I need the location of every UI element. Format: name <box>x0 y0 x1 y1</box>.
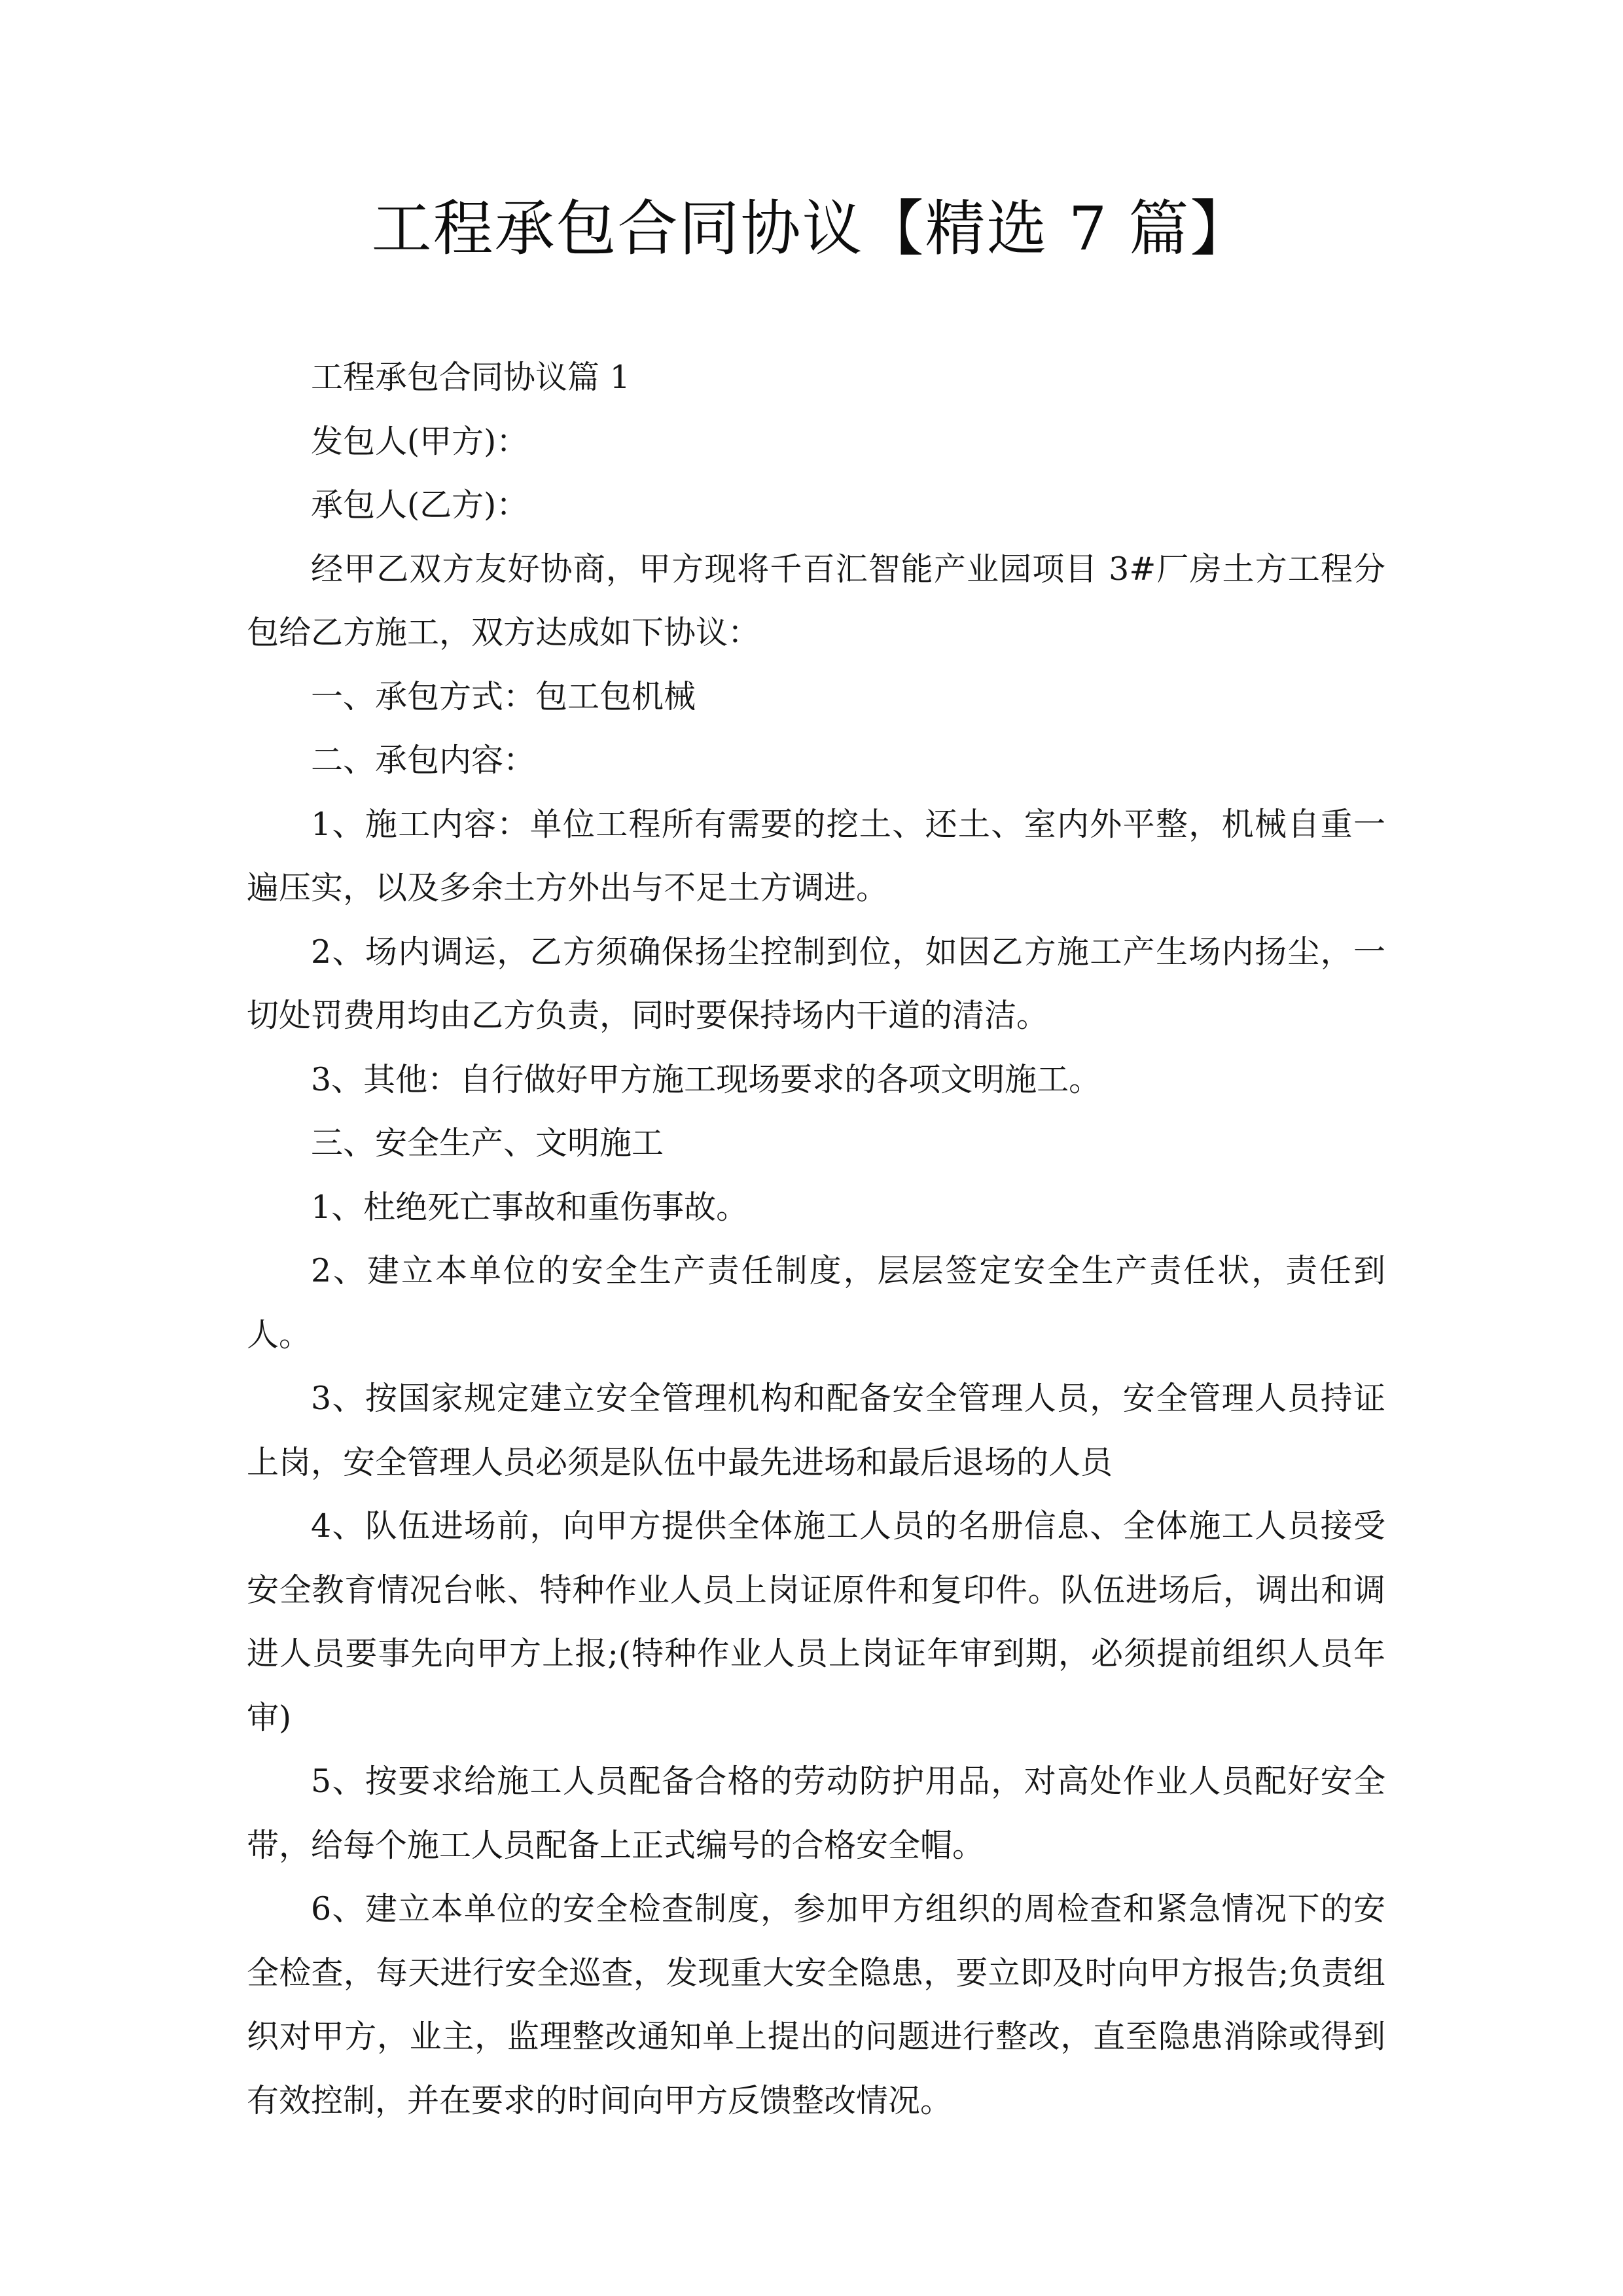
section-heading: 工程承包合同协议篇 1 <box>311 359 630 396</box>
clause-item: 3、其他：自行做好甲方施工现场要求的各项文明施工。 <box>311 1060 1101 1098</box>
party-b-line: 承包人(乙方)： <box>311 486 529 524</box>
agreement-intro: 经甲乙双方友好协商，甲方现将千百汇智能产业园项目 3#厂房土方工程分包给乙方施工，双方达成如下协议： <box>247 550 1385 651</box>
clause-item: 2、场内调运，乙方须确保扬尘控制到位，如因乙方施工产生场内扬尘，一切处罚费用均由乙方负责，同时要保持场内干道的清洁。 <box>247 933 1385 1034</box>
clause-heading: 一、承包方式：包工包机械 <box>311 677 696 715</box>
party-a-line: 发包人(甲方)： <box>311 422 529 460</box>
clause-item: 3、按国家规定建立安全管理机构和配备安全管理人员，安全管理人员持证上岗，安全管理人员必须是队伍中最先进场和最后退场的人员 <box>247 1380 1385 1481</box>
document-body <box>247 346 1385 2132</box>
clause-item: 4、队伍进场前，向甲方提供全体施工人员的名册信息、全体施工人员接受安全教育情况台帐、特种作业人员上岗证原件和复印件。队伍进场后，调出和调进人员要事先向甲方上报;(特种作业人员上岗证年审到期，必须提前组织人员年审) <box>247 1507 1385 1736</box>
clause-item: 6、建立本单位的安全检查制度，参加甲方组织的周检查和紧急情况下的安全检查，每天进行安全巡查，发现重大安全隐患，要立即及时向甲方报告;负责组织对甲方，业主，监理整改通知单上提出的问题进行整改，直至隐患消除或得到有效控制，并在要求的时间向甲方反馈整改情况。 <box>247 1890 1385 2119</box>
document-title: 工程承包合同协议【精选 7 篇】 <box>371 194 1252 264</box>
clause-heading: 二、承包内容： <box>311 742 536 779</box>
clause-item: 1、施工内容：单位工程所有需要的挖土、还土、室内外平整，机械自重一遍压实，以及多余土方外出与不足土方调进。 <box>247 805 1385 906</box>
clause-item: 5、按要求给施工人员配备合格的劳动防护用品，对高处作业人员配好安全带，给每个施工人员配备上正式编号的合格安全帽。 <box>247 1763 1385 1864</box>
clause-item: 1、杜绝死亡事故和重伤事故。 <box>311 1188 749 1226</box>
clause-item: 2、建立本单位的安全生产责任制度，层层签定安全生产责任状，责任到人。 <box>247 1252 1385 1354</box>
clause-heading: 三、安全生产、文明施工 <box>311 1124 664 1162</box>
